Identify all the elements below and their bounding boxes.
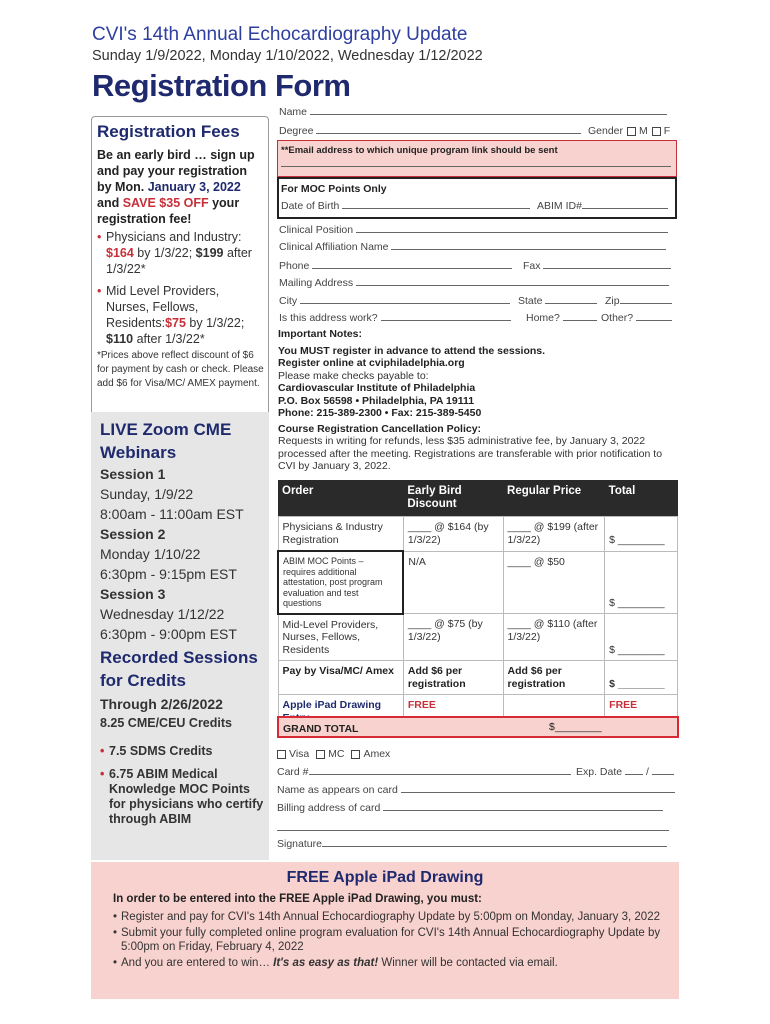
session-2-label: Session 2 — [100, 526, 166, 542]
early-bird-deadline: January 3, 2022 — [147, 180, 241, 194]
not-applicable: N/A — [403, 551, 503, 614]
session-1-label: Session 1 — [100, 466, 166, 482]
notes-heading: Important Notes: — [278, 328, 362, 340]
mailing-address-field[interactable]: Mailing Address — [279, 277, 669, 289]
contact-phone-fax: Phone: 215-389-2300 • Fax: 215-389-5450 — [278, 407, 482, 419]
surcharge-note: Add $6 per registration — [403, 661, 503, 695]
gender-m-checkbox[interactable] — [627, 127, 636, 136]
moc-section — [277, 177, 677, 219]
session-3-label: Session 3 — [100, 586, 166, 602]
address-work-field[interactable]: Is this address work? — [279, 312, 511, 324]
registration-fees-panel — [91, 116, 269, 418]
billing-address-field[interactable]: Billing address of card — [277, 802, 663, 814]
row-label: Pay by Visa/MC/ Amex — [278, 661, 403, 695]
cancel-policy-text: Requests in writing for refunds, less $35 administrative fee, by January 3, 2022 processed after the meeting. Registrations are transferable with prior notification to CVI by January 3, 2022. — [278, 435, 663, 472]
name-field[interactable]: Name — [279, 106, 667, 118]
table-row — [278, 661, 678, 695]
header-order: Order — [278, 480, 403, 517]
table-row — [278, 551, 678, 614]
billing-address-line2[interactable] — [277, 830, 669, 831]
sessions-panel — [91, 412, 269, 860]
degree-field[interactable]: Degree — [279, 125, 581, 137]
row-total-input[interactable]: $ ________ — [605, 517, 678, 552]
exp-date-field[interactable]: Exp. Date / — [576, 766, 674, 778]
name-on-card-field[interactable]: Name as appears on card — [277, 784, 675, 796]
session-3-time: 6:30pm - 9:00pm EST — [100, 626, 237, 642]
fee-list — [97, 229, 265, 347]
email-field[interactable] — [277, 140, 677, 177]
amex-checkbox[interactable] — [351, 750, 360, 759]
mc-checkbox[interactable] — [316, 750, 325, 759]
state-field[interactable]: State — [518, 295, 597, 307]
session-1-time: 8:00am - 11:00am EST — [100, 506, 244, 522]
card-number-field[interactable]: Card # — [277, 766, 571, 778]
row-label: Apple iPad Drawing — [278, 695, 403, 729]
free-label: FREE — [403, 695, 503, 729]
clinical-position-field[interactable]: Clinical Position — [279, 224, 668, 236]
session-2-time: 6:30pm - 9:15pm EST — [100, 566, 237, 582]
zip-field[interactable]: Zip — [605, 295, 672, 307]
grand-total-label: GRAND TOTAL — [283, 723, 359, 735]
gender-f-checkbox[interactable] — [652, 127, 661, 136]
recorded-heading: Recorded Sessions for Credits — [100, 648, 258, 690]
grand-total-row — [277, 716, 679, 738]
header-regular: Regular Price — [503, 480, 605, 517]
fax-field[interactable]: Fax — [523, 260, 671, 272]
save-amount: SAVE $35 OFF — [122, 196, 209, 210]
sdms-credits: • 7.5 SDMS Credits — [100, 744, 265, 759]
header-total: Total — [605, 480, 678, 517]
header-early-bird: Early Bird Discount — [403, 480, 503, 517]
phone-field[interactable]: Phone — [279, 260, 512, 272]
row-total-input[interactable]: $ ________ — [605, 661, 678, 695]
row-total-input[interactable]: $ ________ — [605, 551, 678, 614]
po-box: P.O. Box 56598 • Philadelphia, PA 19111 — [278, 394, 475, 407]
city-field[interactable]: City — [279, 295, 510, 307]
intro-text: your registration fee! — [97, 196, 240, 226]
qty-regular-input[interactable]: ____ @ $199 (after 1/3/22) — [503, 517, 605, 552]
table-row — [278, 614, 678, 661]
moc-heading: For MOC Points Only — [281, 183, 387, 195]
visa-checkbox[interactable] — [277, 750, 286, 759]
card-type-options: Visa MC Amex — [277, 748, 390, 760]
drawing-item-entered: • And you are entered to win… It's as easy as that! Winner will be contacted via email. — [113, 956, 661, 970]
fee-item-physicians: • Physicians and Industry: $164 by 1/3/22; $199 after 1/3/22* — [97, 229, 265, 277]
surcharge-note: Add $6 per registration — [503, 661, 605, 695]
fee-item-midlevel: • Mid Level Providers, Nurses, Fellows, Residents:$75 by 1/3/22; $110 after 1/3/22* — [97, 283, 265, 347]
price-note: *Prices above reflect discount of $6 for payment by cash or check. Please add $6 for Visa/MC/ AMEX payment. — [97, 350, 264, 389]
grand-total-input[interactable]: $________ — [549, 721, 602, 733]
session-2-date: Monday 1/10/22 — [100, 546, 201, 562]
abim-credits: • 6.75 ABIM Medical Knowledge MOC Points for physicians who certify through ABIM — [100, 767, 265, 827]
free-label: FREE — [605, 695, 678, 729]
session-3-date: Wednesday 1/12/22 — [100, 606, 225, 622]
qty-early-input[interactable]: ____ @ $164 (by 1/3/22) — [403, 517, 503, 552]
checks-payable-note: Please make checks payable to: — [278, 369, 429, 382]
email-note: **Email address to which unique program link should be sent — [281, 145, 558, 156]
row-label: Physicians & Industry Registration — [278, 517, 403, 552]
signature-field[interactable]: Signature — [277, 838, 667, 850]
important-notes — [278, 328, 678, 473]
row-label: Mid-Level Providers, Nurses, Fellows, Residents — [278, 614, 403, 661]
cancel-policy-heading: Course Registration Cancellation Policy: — [278, 422, 482, 435]
table-header — [278, 480, 678, 517]
table-row — [278, 517, 678, 552]
register-online-note: Register online at cviphiladelphia.org — [278, 357, 465, 369]
drawing-list — [113, 910, 661, 972]
gender-field[interactable]: Gender M F — [588, 125, 671, 137]
credits-list — [100, 744, 265, 827]
cme-credits: 8.25 CME/CEU Credits — [100, 716, 232, 730]
must-register-note: You MUST register in advance to attend the sessions. — [278, 344, 546, 357]
dob-field[interactable]: Date of Birth — [281, 200, 530, 212]
recorded-through: Through 2/26/2022 — [100, 696, 223, 712]
event-title: CVI's 14th Annual Echocardiography Update — [92, 24, 468, 45]
intro-text: Be an early bird … sign up and pay your registration by Mon. — [97, 148, 255, 194]
drawing-intro: In order to be entered into the FREE Apple iPad Drawing, you must: — [113, 893, 482, 905]
fee-table — [277, 480, 678, 729]
intro-text: and — [97, 196, 123, 210]
qty-early-input[interactable]: ____ @ $75 (by 1/3/22) — [403, 614, 503, 661]
webinars-heading: LIVE Zoom CME Webinars — [100, 420, 232, 462]
early-bird-intro — [97, 147, 265, 227]
ipad-drawing-panel — [91, 862, 679, 999]
abim-id-field[interactable]: ABIM ID# — [537, 200, 668, 212]
page-title: Registration Form — [92, 68, 351, 103]
event-dates: Sunday 1/9/2022, Monday 1/10/2022, Wednesday 1/12/2022 — [92, 48, 483, 64]
drawing-item-register: • Register and pay for CVI's 14th Annual Echocardiography Update by 5:00pm on Monday, January 3, 2022 — [113, 910, 661, 924]
row-total-input[interactable]: $ ________ — [605, 614, 678, 661]
address-home-field[interactable]: Home? — [526, 312, 597, 324]
qty-regular-input[interactable]: ____ @ $50 — [503, 551, 605, 614]
fees-heading: Registration Fees — [97, 122, 240, 141]
row-label: ABIM MOC Points – requires additional attestation, post program evaluation and test questions — [278, 551, 403, 614]
session-1-date: Sunday, 1/9/22 — [100, 486, 194, 502]
address-other-field[interactable]: Other? — [601, 312, 672, 324]
drawing-item-evaluation: • Submit your fully completed online program evaluation for CVI's 14th Annual Echocardiography Update by 5:00pm on Friday, February 4, 2022 — [113, 926, 661, 954]
drawing-heading: FREE Apple iPad Drawing — [286, 869, 484, 886]
organization-name: Cardiovascular Institute of Philadelphia — [278, 382, 476, 394]
qty-regular-input[interactable]: ____ @ $110 (after 1/3/22) — [503, 614, 605, 661]
clinical-affiliation-field[interactable]: Clinical Affiliation Name — [279, 241, 666, 253]
